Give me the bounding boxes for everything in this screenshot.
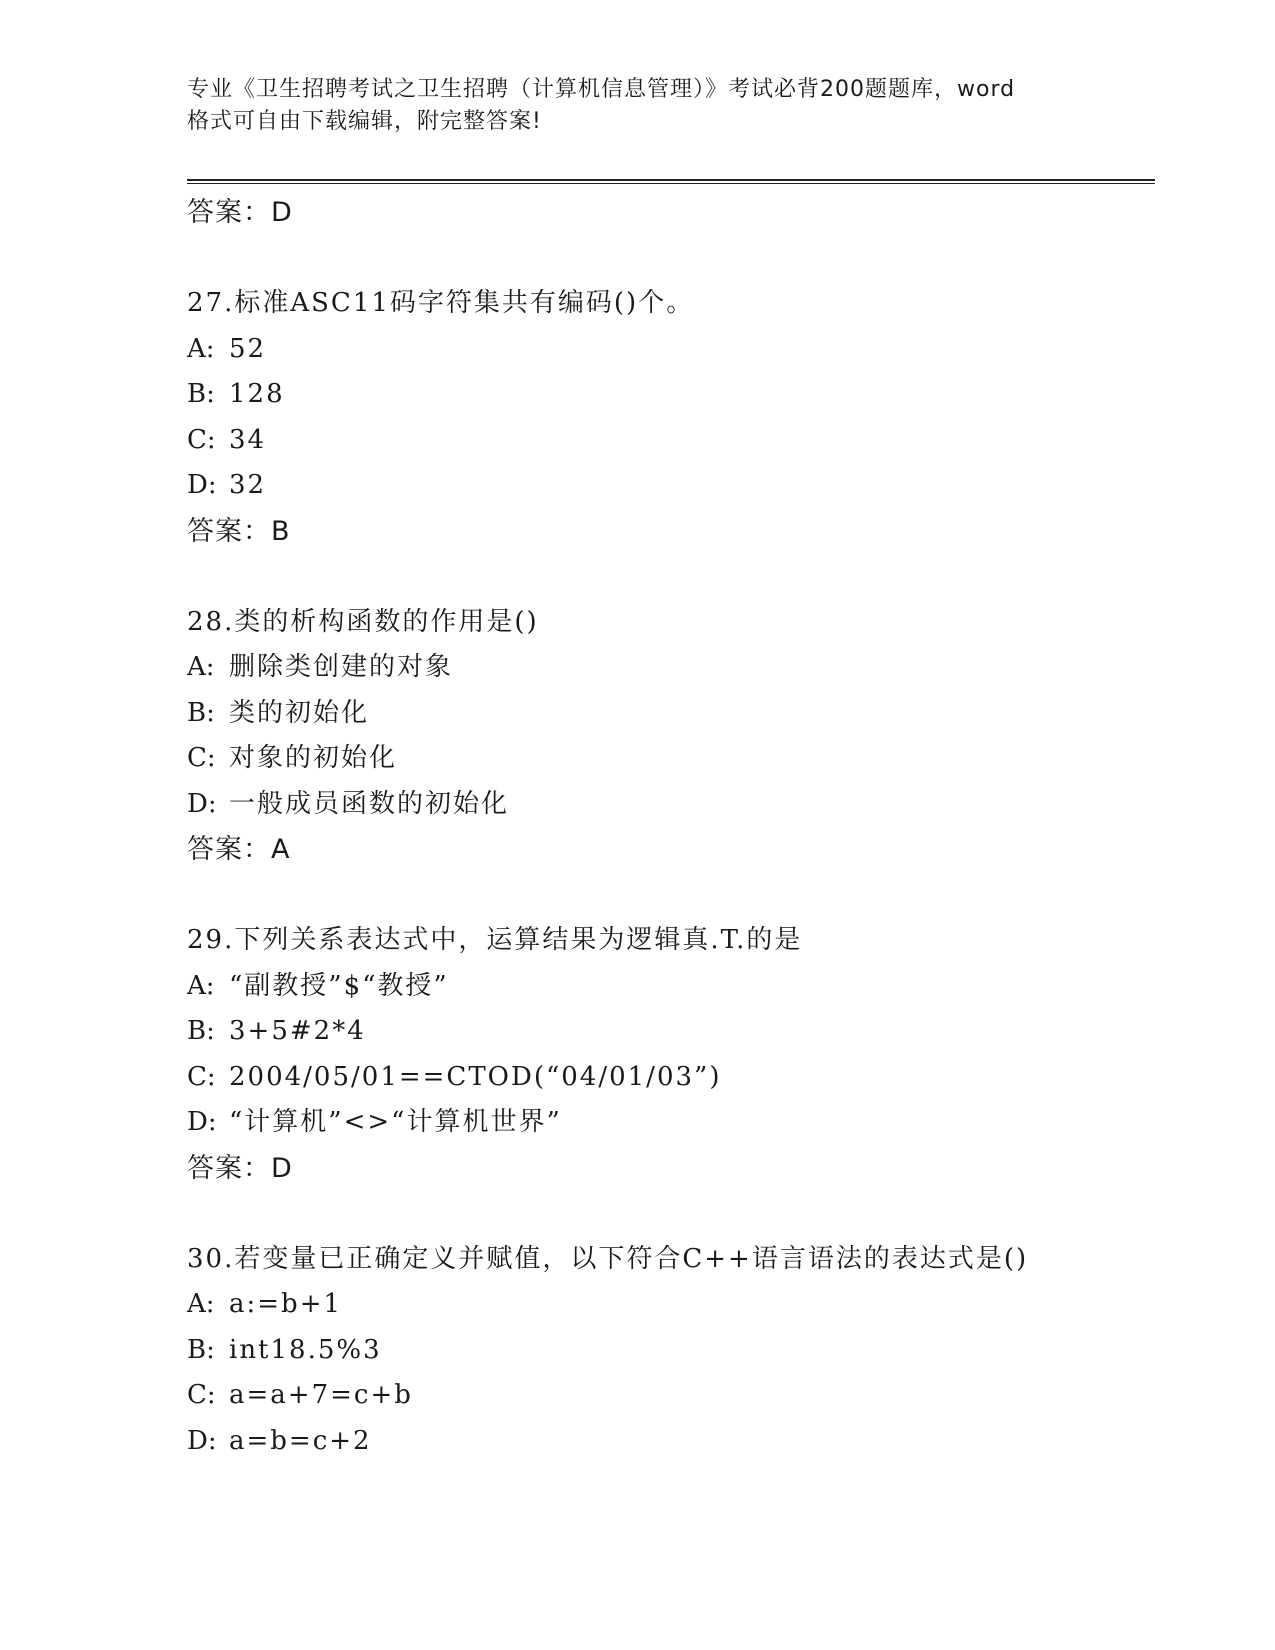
option-label: D: [187,470,217,500]
option-line [187,1055,1147,1101]
option-label: D: [187,788,217,819]
answer-line: 答案：D [187,1152,293,1184]
spacer [187,236,1147,282]
option-text: 删除类创建的对象 [229,652,454,682]
option-line [187,645,1147,691]
option-label: A: [187,970,215,1001]
option-line [187,1373,1147,1419]
option-label: D: [187,1107,217,1137]
option-text: a=a+7=c+b [229,1380,413,1410]
option-label: A: [187,1289,215,1319]
question-stem: 30.若变量已正确定义并赋值，以下符合C++语言语法的表达式是() [187,1243,1029,1274]
option-text: 128 [229,379,285,409]
option-line [187,1328,1147,1374]
answer-line: 答案：A [187,834,291,865]
option-label: A: [187,652,215,682]
option-line [187,463,1147,509]
option-text: 34 [229,424,267,455]
option-text: “计算机”<>“计算机世界” [229,1107,562,1137]
question-list [187,190,1147,1464]
option-label: B: [187,1016,215,1046]
spacer [187,873,1147,919]
option-text: 对象的初始化 [229,743,398,773]
option-line [187,418,1147,464]
option-label: C: [187,743,216,773]
option-label: B: [187,379,215,409]
option-text: 32 [229,470,267,500]
question-stem: 27.标准ASC11码字符集共有编码()个。 [187,288,695,318]
option-text: a:=b+1 [229,1289,343,1319]
option-label: A: [187,333,215,364]
option-line [187,782,1147,828]
option-label: C: [187,424,216,455]
answer-line: 答案：D [187,197,293,228]
option-text: a=b=c+2 [229,1425,372,1456]
option-line [187,736,1147,782]
option-text: 52 [229,333,267,364]
option-label: B: [187,697,215,728]
question-stem: 28.类的析构函数的作用是() [187,606,539,637]
spacer [187,554,1147,600]
option-label: D: [187,1425,217,1456]
option-text: 3+5#2*4 [229,1016,366,1046]
option-text: 一般成员函数的初始化 [229,788,510,819]
spacer [187,1191,1147,1237]
option-line [187,1282,1147,1328]
header-line-1: 专业《卫生招聘考试之卫生招聘（计算机信息管理）》考试必背200题题库，word [187,77,1016,102]
header-divider [187,179,1155,181]
option-text: 类的初始化 [229,697,370,728]
option-line [187,1009,1147,1055]
option-line [187,691,1147,737]
answer-line: 答案：B [187,515,291,547]
option-line [187,964,1147,1010]
document-header [187,74,1087,138]
header-line-2: 格式可自由下载编辑，附完整答案! [187,109,542,134]
option-text: “副教授”$“教授” [229,970,449,1001]
option-label: C: [187,1380,216,1410]
option-line [187,1100,1147,1146]
option-text: 2004/05/01==CTOD(“04/01/03”) [229,1061,722,1092]
header-divider-thin [187,183,1155,184]
option-label: C: [187,1061,216,1092]
option-label: B: [187,1334,215,1365]
option-line [187,372,1147,418]
option-text: int18.5%3 [229,1334,382,1365]
option-line [187,1419,1147,1465]
option-line [187,327,1147,373]
question-stem: 29.下列关系表达式中，运算结果为逻辑真.T.的是 [187,925,803,955]
